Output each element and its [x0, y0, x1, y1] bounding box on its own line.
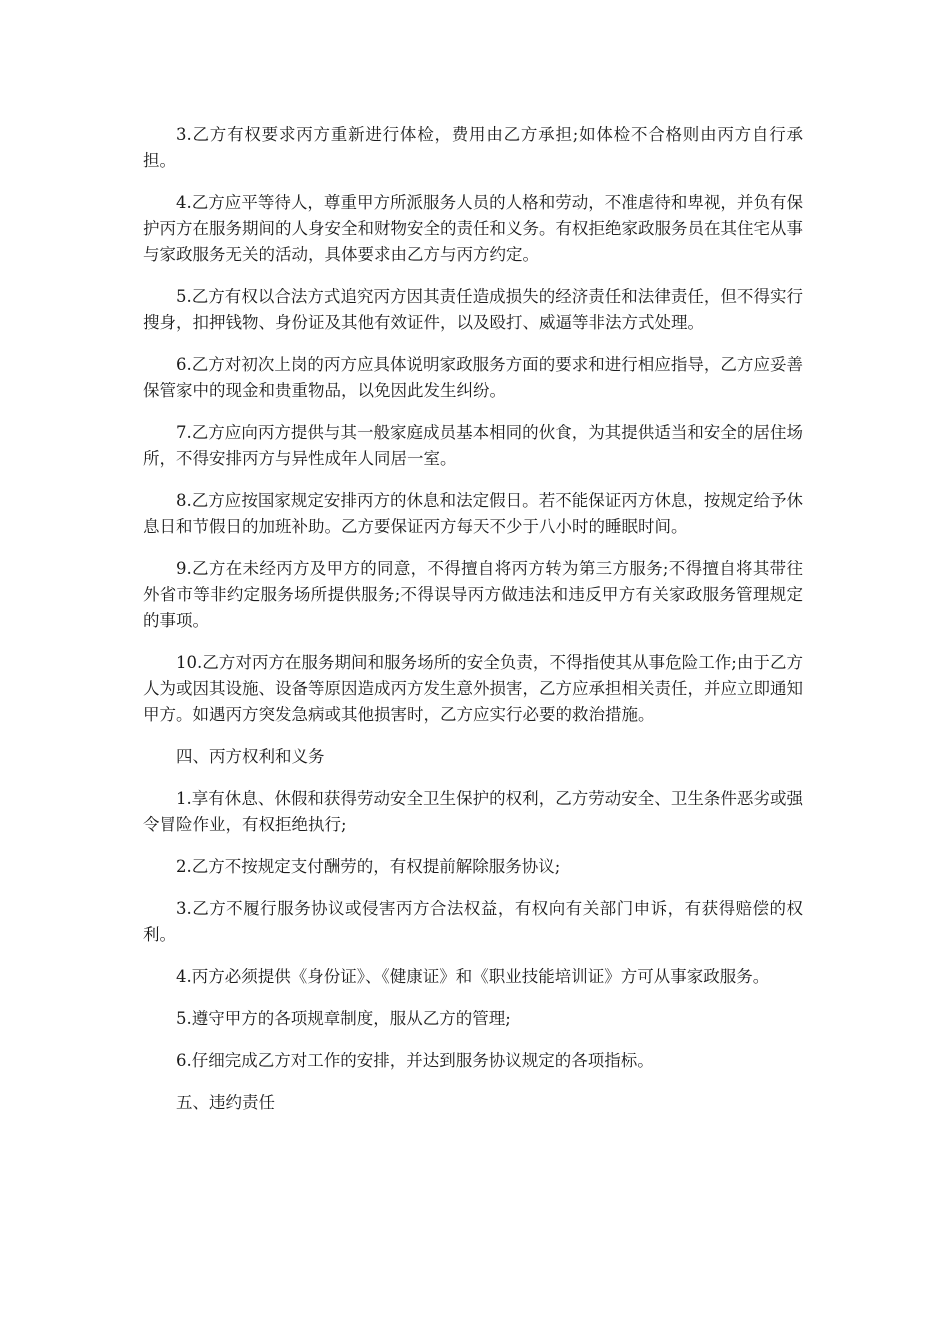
clause-paragraph: 4.丙方必须提供《身份证》、《健康证》和《职业技能培训证》方可从事家政服务。	[176, 967, 770, 986]
clause-paragraph: 2.乙方不按规定支付酬劳的，有权提前解除服务协议;	[176, 857, 561, 876]
clause-paragraph: 10.乙方对丙方在服务期间和服务场所的安全负责，不得指使其从事危险工作;由于乙方人为或因其设施、设备等原因造成丙方发生意外损害，乙方应承担相关责任，并应立即通知甲方。如遇丙方突发急病或其他损害时，乙方应实行必要的救治措施。	[143, 653, 803, 724]
clause-paragraph: 7.乙方应向丙方提供与其一般家庭成员基本相同的伙食，为其提供适当和安全的居住场所，不得安排丙方与异性成年人同居一室。	[143, 423, 803, 468]
clause-paragraph: 9.乙方在未经丙方及甲方的同意，不得擅自将丙方转为第三方服务;不得擅自将其带往外省市等非约定服务场所提供服务;不得误导丙方做违法和违反甲方有关家政服务管理规定的事项。	[143, 559, 803, 630]
clause-paragraph: 5.遵守甲方的各项规章制度，服从乙方的管理;	[176, 1009, 511, 1028]
clause-paragraph: 6.乙方对初次上岗的丙方应具体说明家政服务方面的要求和进行相应指导，乙方应妥善保管家中的现金和贵重物品，以免因此发生纠纷。	[143, 355, 803, 400]
section-heading: 四、丙方权利和义务	[176, 747, 325, 766]
clause-paragraph: 4.乙方应平等待人，尊重甲方所派服务人员的人格和劳动，不准虐待和卑视，并负有保护丙方在服务期间的人身安全和财物安全的责任和义务。有权拒绝家政服务员在其住宅从事与家政服务无关的活动，具体要求由乙方与丙方约定。	[143, 193, 803, 264]
clause-paragraph: 6.仔细完成乙方对工作的安排，并达到服务协议规定的各项指标。	[176, 1051, 654, 1070]
clause-paragraph: 3.乙方有权要求丙方重新进行体检，费用由乙方承担;如体检不合格则由丙方自行承担。	[143, 125, 803, 170]
section-heading: 五、违约责任	[176, 1093, 275, 1112]
document-body	[143, 122, 803, 1132]
clause-paragraph: 8.乙方应按国家规定安排丙方的休息和法定假日。若不能保证丙方休息，按规定给予休息日和节假日的加班补助。乙方要保证丙方每天不少于八小时的睡眠时间。	[143, 491, 803, 536]
clause-paragraph: 3.乙方不履行服务协议或侵害丙方合法权益，有权向有关部门申诉，有获得赔偿的权利。	[143, 899, 803, 944]
clause-paragraph: 1.享有休息、休假和获得劳动安全卫生保护的权利，乙方劳动安全、卫生条件恶劣或强令冒险作业，有权拒绝执行;	[143, 789, 803, 834]
clause-paragraph: 5.乙方有权以合法方式追究丙方因其责任造成损失的经济责任和法律责任，但不得实行搜身，扣押钱物、身份证及其他有效证件，以及殴打、威逼等非法方式处理。	[143, 287, 803, 332]
